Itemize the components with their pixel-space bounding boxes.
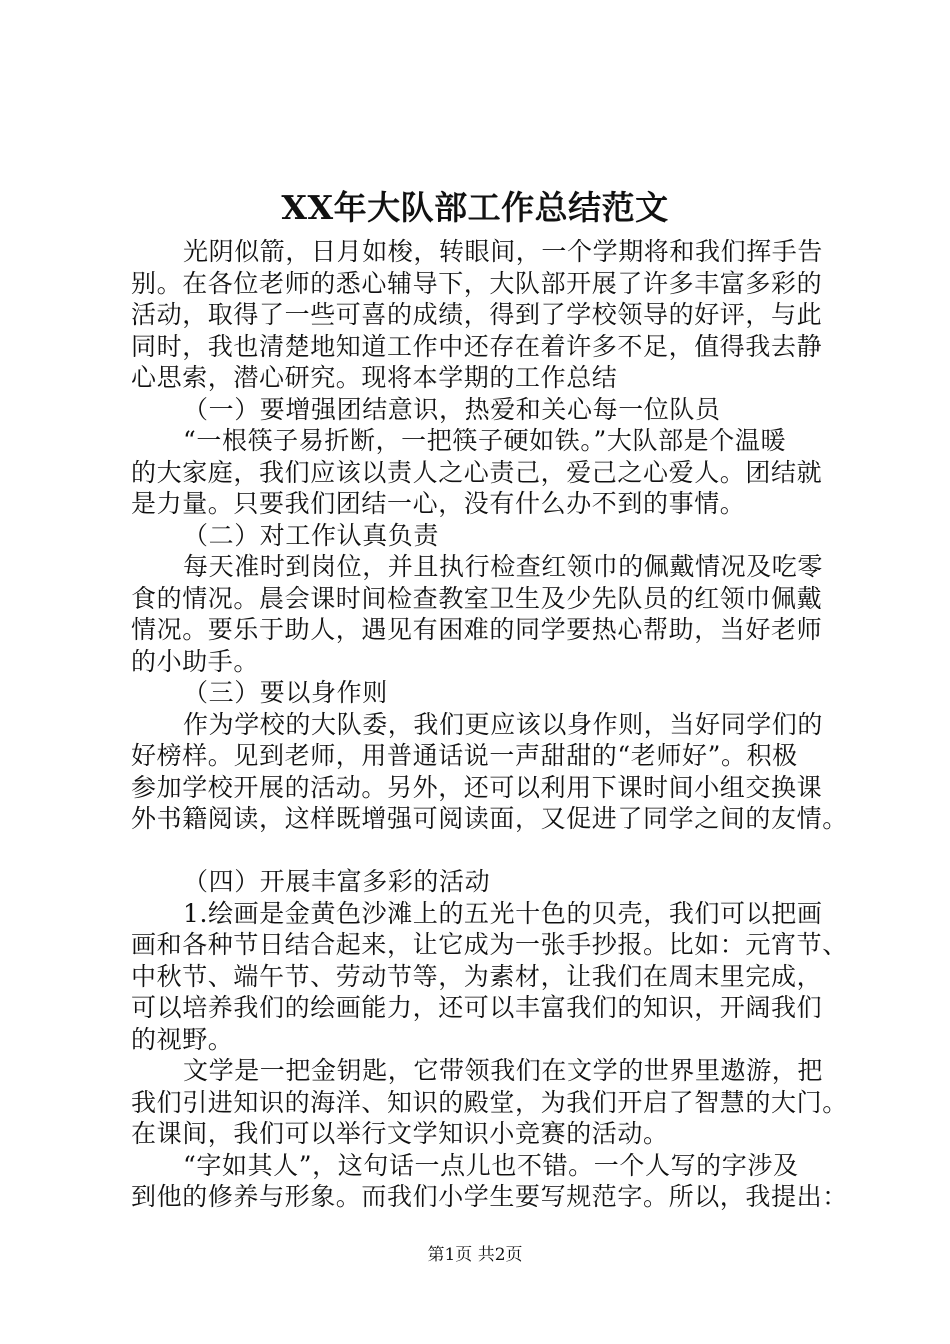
page-footer: 第1页 共2页 xyxy=(427,1245,523,1265)
paragraph-line: 文学是一把金钥匙，它带领我们在文学的世界里遨游，把 xyxy=(183,1056,824,1085)
paragraph-line: 在课间，我们可以举行文学知识小竞赛的活动。 xyxy=(131,1119,669,1148)
paragraph-line: 可以培养我们的绘画能力，还可以丰富我们的知识，开阔我们 xyxy=(131,993,823,1022)
document-title: XX年大队部工作总结范文 xyxy=(281,188,669,227)
paragraph-line: 到他的修养与形象。而我们小学生要写规范字。所以，我提出： xyxy=(131,1182,848,1211)
paragraph-line: 每天准时到岗位，并且执行检查红领巾的佩戴情况及吃零 xyxy=(183,552,824,581)
paragraph-line: 光阴似箭，日月如梭，转眼间，一个学期将和我们挥手告 xyxy=(183,237,824,266)
paragraph-line: 的视野。 xyxy=(131,1024,234,1054)
section-heading: （二）对工作认真负责 xyxy=(183,520,440,550)
paragraph-line: 别。在各位老师的悉心辅导下，大队部开展了许多丰富多彩的 xyxy=(131,268,823,298)
paragraph-line: 1.绘画是金黄色沙滩上的五光十色的贝壳，我们可以把画 xyxy=(183,898,823,928)
paragraph-line: 情况。要乐于助人，遇见有困难的同学要热心帮助，当好老师 xyxy=(131,615,823,644)
paragraph-gap xyxy=(131,835,831,867)
paragraph-line: 是力量。只要我们团结一心，没有什么办不到的事情。 xyxy=(131,489,746,518)
paragraph-line: 的小助手。 xyxy=(131,646,260,676)
paragraph-line: 作为学校的大队委，我们更应该以身作则，当好同学们的 xyxy=(183,709,824,739)
paragraph-line: 的大家庭，我们应该以责人之心责己，爱己之心爱人。团结就 xyxy=(131,457,823,487)
paragraph-line: 同时，我也清楚地知道工作中还存在着许多不足，值得我去静 xyxy=(131,331,823,361)
paragraph-line: 心思索，潜心研究。现将本学期的工作总结 xyxy=(131,363,618,392)
paragraph-line: 参加学校开展的活动。另外，还可以利用下课时间小组交换课 xyxy=(131,772,823,802)
paragraph-line: 外书籍阅读，这样既增强可阅读面，又促进了同学之间的友情。 xyxy=(131,804,848,833)
paragraph-line: 好榜样。见到老师，用普通话说一声甜甜的“老师好”。积极 xyxy=(131,741,798,770)
paragraph-line: 活动，取得了一些可喜的成绩，得到了学校领导的好评，与此 xyxy=(131,300,823,329)
section-heading: （三）要以身作则 xyxy=(183,678,388,707)
paragraph-line: 我们引进知识的海洋、知识的殿堂，为我们开启了智慧的大门。 xyxy=(131,1087,848,1117)
paragraph-line: 食的情况。晨会课时间检查教室卫生及少先队员的红领巾佩戴 xyxy=(131,583,823,613)
section-heading: （一）要增强团结意识，热爱和关心每一位队员 xyxy=(183,394,721,424)
paragraph-line: 画和各种节日结合起来，让它成为一张手抄报。比如：元宵节、 xyxy=(131,930,848,959)
paragraph-line: “字如其人”，这句话一点儿也不错。一个人写的字涉及 xyxy=(183,1150,799,1180)
document-body xyxy=(131,236,848,1213)
section-heading: （四）开展丰富多彩的活动 xyxy=(183,867,491,896)
paragraph-line: 中秋节、端午节、劳动节等，为素材，让我们在周末里完成， xyxy=(131,961,823,991)
paragraph-line: “一根筷子易折断，一把筷子硬如铁。”大队部是个温暖 xyxy=(183,426,787,455)
